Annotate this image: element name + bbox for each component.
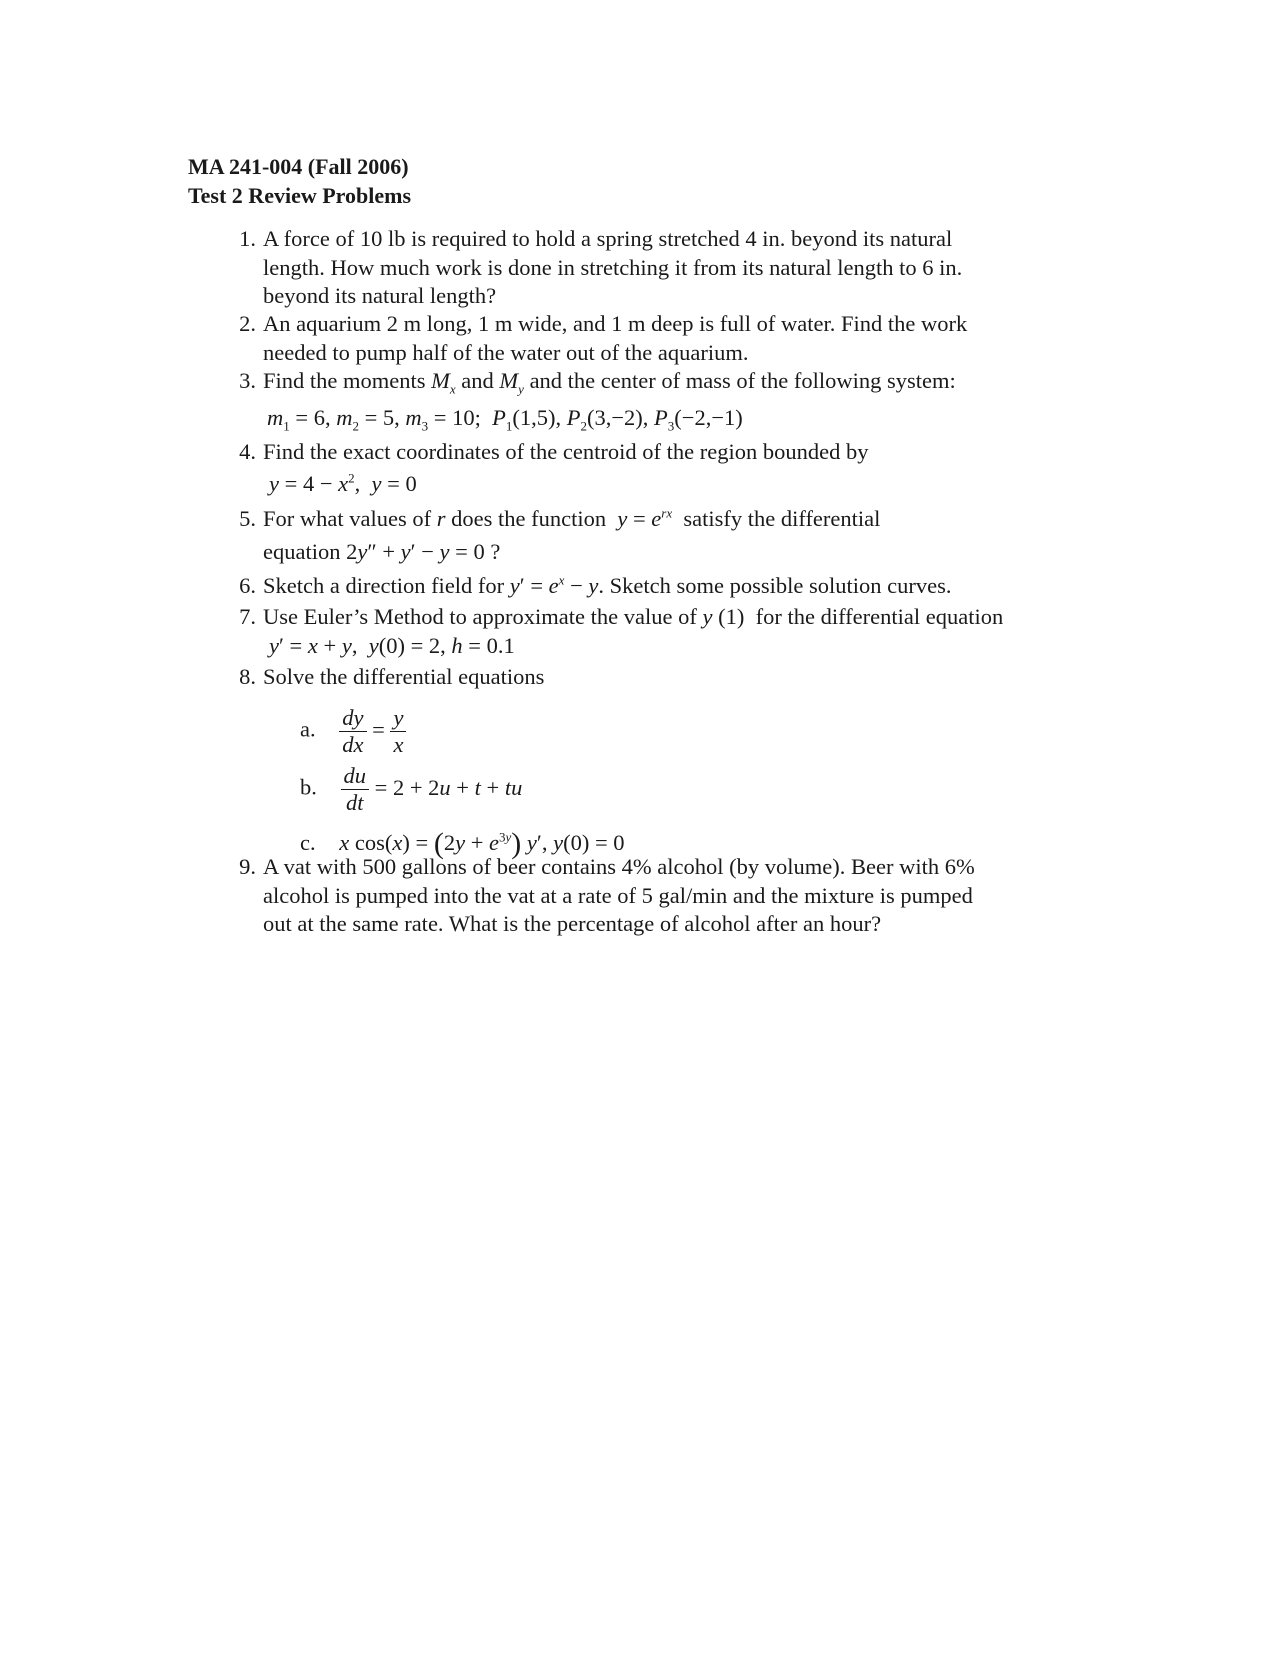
problem-text-line: For what values of r does the function $y = e^{rx}$ satisfy the differential (263, 505, 881, 531)
problem-number: 3. (239, 368, 256, 393)
math-expression: $\frac{du}{dt}$ = 2 + 2u + t + tu (341, 775, 523, 800)
problem-number: 2. (239, 311, 256, 336)
math-expression: x $\cos(x) = (2y + e^{3y})$ y′, y(0) = 0 (339, 827, 625, 860)
part-label: b. (300, 774, 317, 800)
problem-number: 6. (239, 573, 256, 598)
problem-number: 7. (239, 604, 256, 629)
math-expression: $\frac{dy}{dx}$ = $\frac{y}{x}$ (339, 717, 406, 742)
page-title: Test 2 Review Problems (188, 183, 412, 208)
problem-8b (300, 763, 522, 816)
problem-text-line: A force of 10 lb is required to hold a spring stretched 4 in. beyond its natural (263, 226, 953, 251)
part-label: a. (300, 716, 316, 742)
problem-text-line: Sketch a direction field for $y' = e^x - y$. Sketch some possible solution curves. (263, 572, 952, 598)
problem-text-line: A vat with 500 gallons of beer contains 4% alcohol (by volume). Beer with 6% (263, 854, 975, 879)
problem-text-line: An aquarium 2 m long, 1 m wide, and 1 m deep is full of water. Find the work (263, 311, 968, 336)
problem-number: 8. (239, 664, 256, 689)
problem-text-line: alcohol is pumped into the vat at a rate of 5 gal/min and the mixture is pumped (263, 882, 973, 908)
problem-text-line: Find the moments $M_x$ and $M_y$ and the center of mass of the following system: (263, 368, 956, 397)
problem-number: 9. (239, 854, 256, 879)
problem-8a (300, 705, 406, 758)
part-label: c. (300, 830, 316, 855)
problem-number: 4. (239, 439, 256, 464)
problem-number: 1. (239, 226, 256, 251)
problem-text-line: length. How much work is done in stretching it from its natural length to 6 in. (263, 254, 963, 280)
document-header (188, 152, 411, 210)
problem-text-line: Solve the differential equations (263, 664, 545, 689)
problem-number: 5. (239, 506, 256, 531)
math-expression: y′ = x + y, y(0) = 2, h = 0.1 (269, 632, 515, 658)
math-expression: $m_1 = 6$, $m_2 = 5$, $m_3 = 10$; $P_1(1,5)$, $P_2(3,-2)$, $P_3(-2,-1)$ (267, 404, 743, 433)
problem-text-line: needed to pump half of the water out of the aquarium. (263, 339, 749, 365)
math-expression: $y = 4 - x^2$, y = 0 (269, 470, 417, 496)
problem-text-line: beyond its natural length? (263, 283, 497, 308)
problem-text-line: out at the same rate. What is the percentage of alcohol after an hour? (263, 911, 882, 936)
course-title: MA 241-004 (Fall 2006) (188, 154, 409, 179)
problem-text-line: equation 2y″ + y′ − y = 0 ? (263, 538, 501, 564)
problem-text-line: Find the exact coordinates of the centroid of the region bounded by (263, 439, 869, 464)
problem-text-line: Use Euler’s Method to approximate the value of y (1) for the differential equation (263, 604, 1004, 629)
